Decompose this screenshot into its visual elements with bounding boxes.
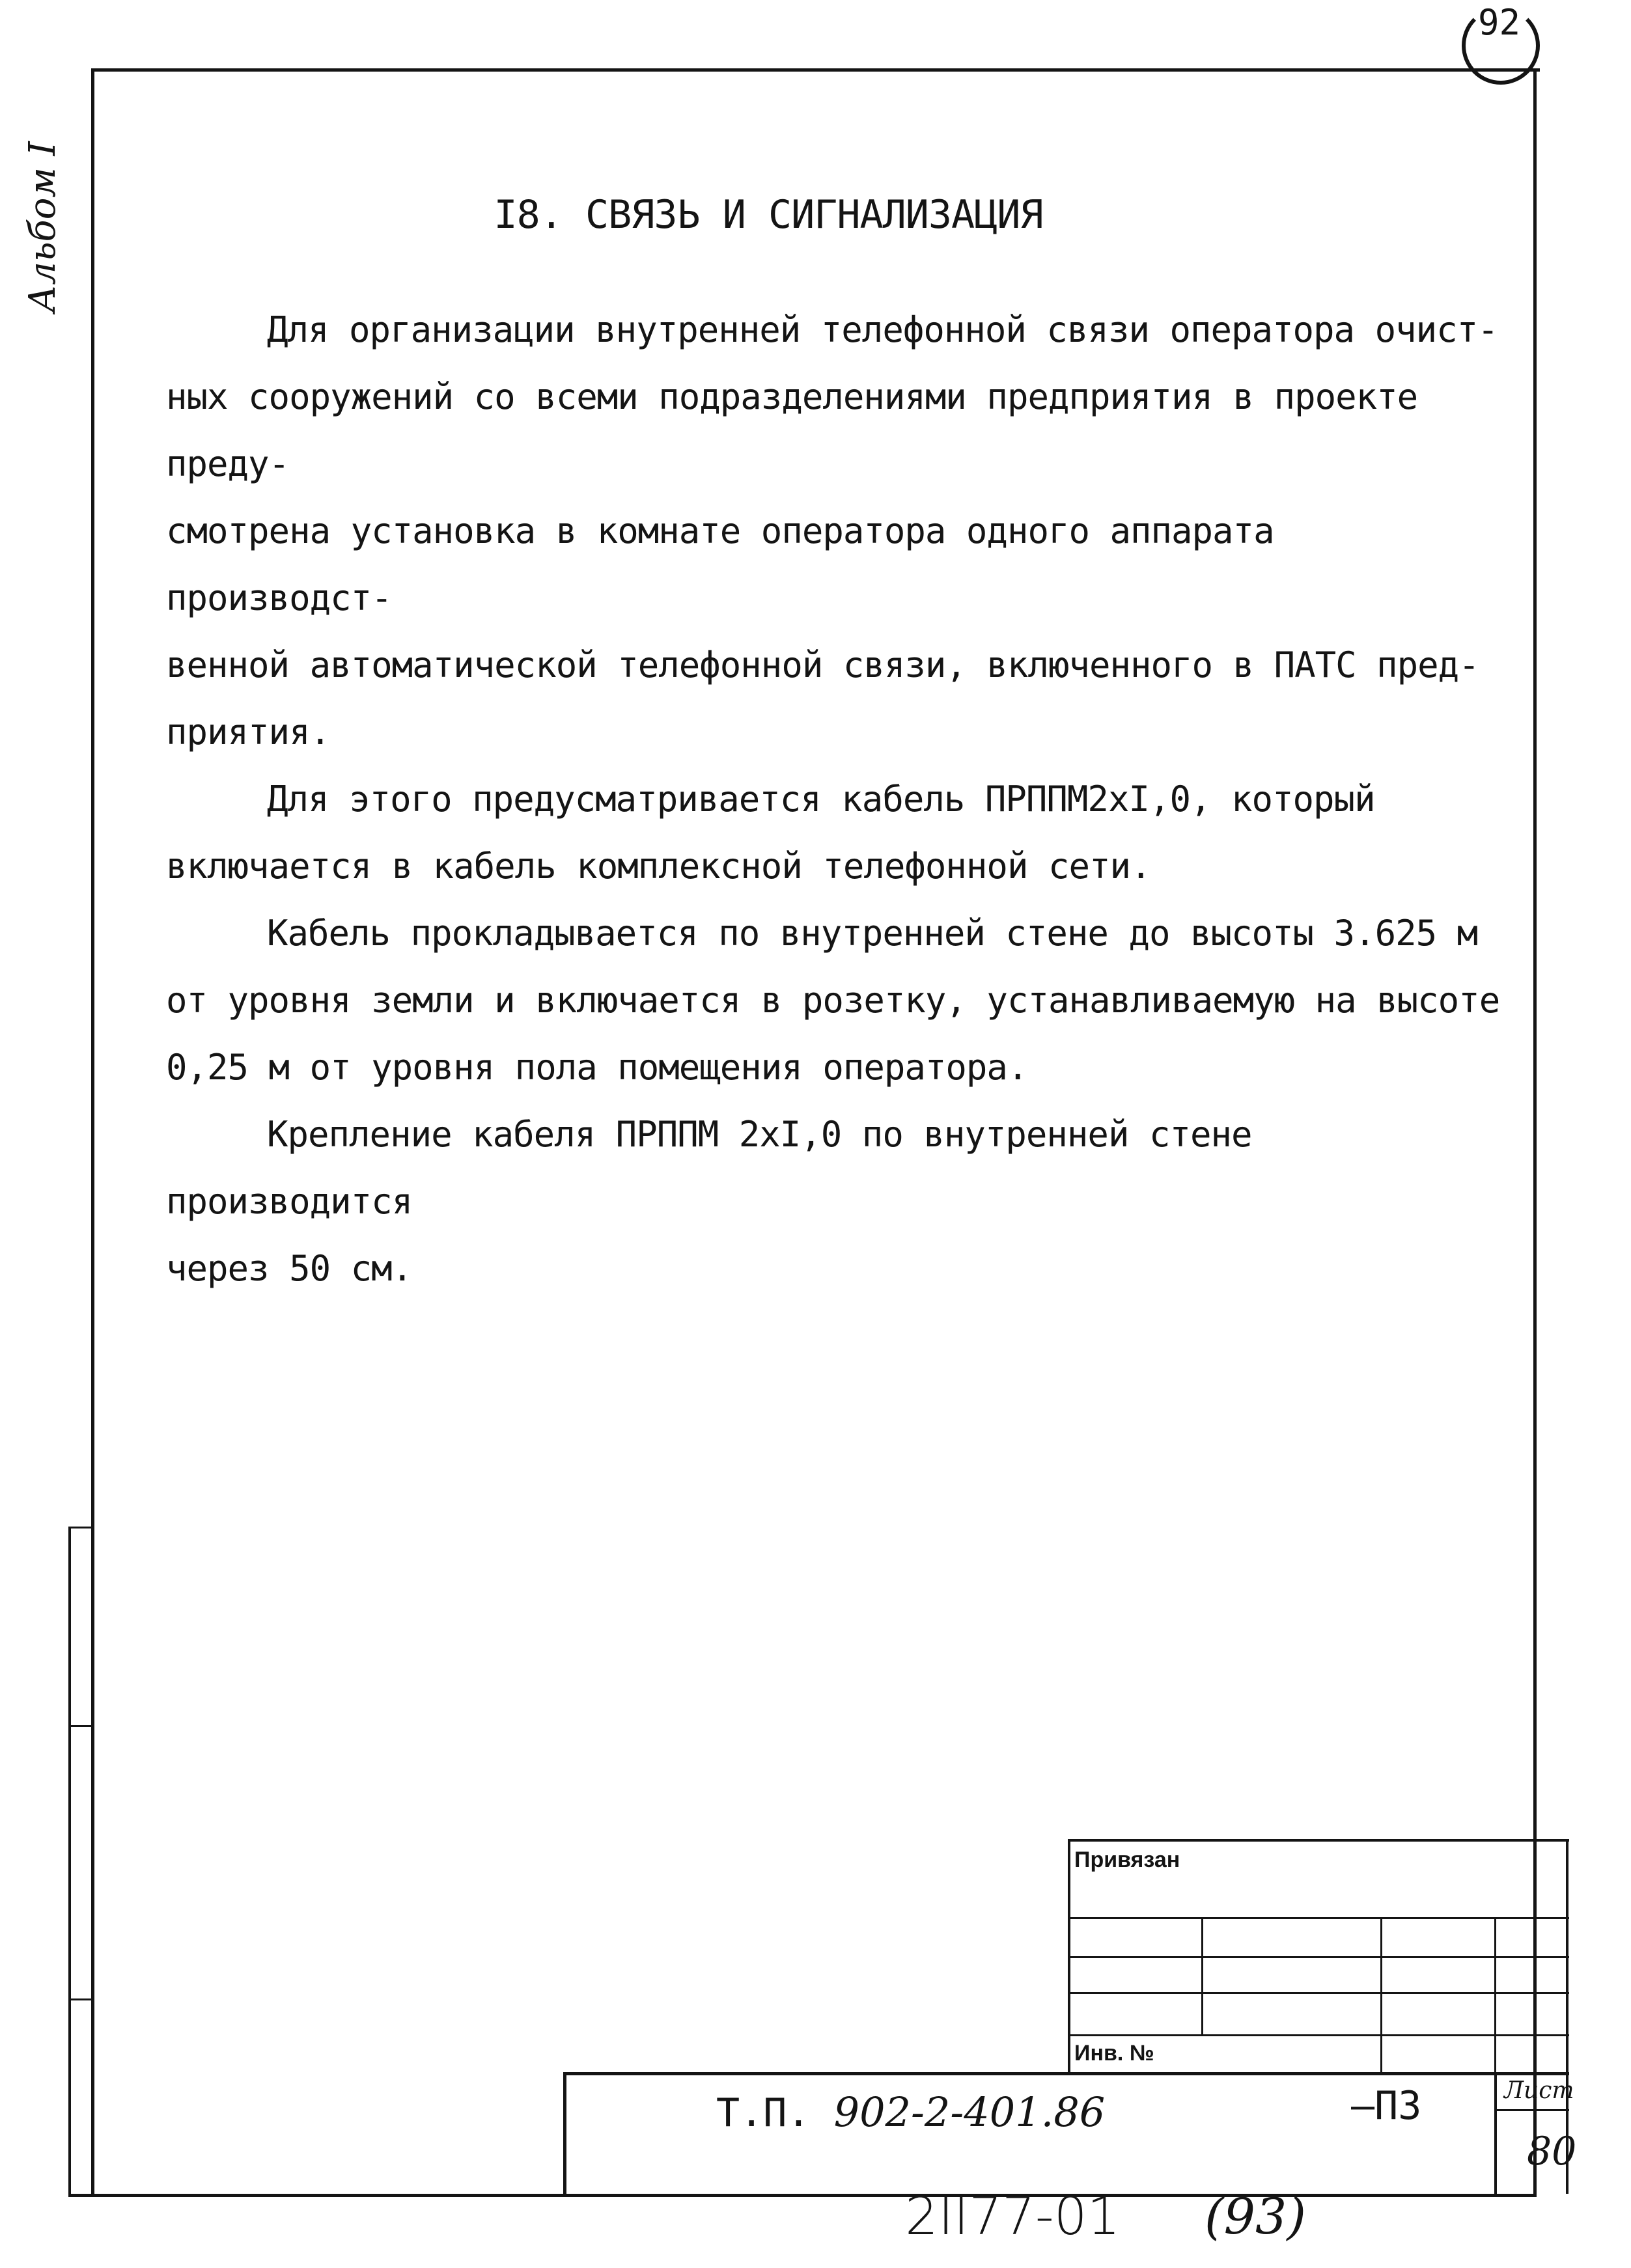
body-text	[166, 296, 1514, 1302]
sheet-label: Лист	[1504, 2077, 1574, 2104]
document-prefix: Т.П.	[716, 2090, 811, 2136]
inventory-label: Инв. №	[1074, 2041, 1154, 2066]
tied-table-col-2	[1380, 1917, 1382, 2073]
stamp-left	[563, 2072, 566, 2197]
frame-left-border	[91, 68, 94, 2197]
paragraph-4: Крепление кабеля ПРППМ 2хI,0 по внутренней стене производится через 50 см.	[166, 1114, 1252, 1289]
tied-table-col-3	[1494, 1917, 1496, 2073]
archive-stamp-text: 92	[1478, 2, 1521, 43]
document-suffix: –ПЗ	[1351, 2083, 1422, 2129]
paragraph-3: Кабель прокладывается по внутренней стене до высоты 3.625 м от уровня земли и включается в розетку, устанавливаемую на высоте 0,25 м от уровня пола помещения оператора.	[166, 913, 1500, 1088]
binding-strip-line-2	[68, 1725, 94, 1727]
document-number: 902-2-401.86	[833, 2088, 1106, 2136]
stamp-top	[563, 2072, 1569, 2075]
document-code	[716, 2086, 1105, 2139]
album-label: Альбом I	[21, 141, 64, 312]
binding-strip-outer	[68, 1527, 71, 2197]
binding-strip-line-3	[68, 1998, 94, 2000]
frame-bottom-border	[68, 2194, 1537, 2197]
section-heading: I8. СВЯЗЬ И СИГНАЛИЗАЦИЯ	[494, 192, 1043, 238]
paragraph-1: Для организации внутренней телефонной связи оператора очист- ных сооружений со всеми подразделениями предприятия в проекте преду- смотрена установка в комнате оператора одного аппарата производст- венной автоматической телефонной связи, включенного в ПАТС пред- приятия.	[166, 309, 1498, 753]
tied-table-top	[1068, 1839, 1569, 1842]
sheet-number: 80	[1527, 2129, 1577, 2174]
tied-table-col-1	[1201, 1917, 1203, 2034]
stamp-sheet-col	[1494, 2072, 1497, 2197]
frame-top-border	[91, 68, 1540, 72]
paragraph-2: Для этого предусматривается кабель ПРППМ2хI,0, который включается в кабель комплексной телефонной сети.	[166, 779, 1375, 887]
tied-label: Привязан	[1074, 1847, 1180, 1872]
binding-strip-line-1	[68, 1527, 94, 1528]
frame-right-border	[1533, 68, 1537, 2197]
page-number: (93)	[1205, 2187, 1307, 2245]
inventory-number: 2II77-01	[905, 2186, 1121, 2247]
stamp-sheet-row	[1494, 2109, 1569, 2111]
